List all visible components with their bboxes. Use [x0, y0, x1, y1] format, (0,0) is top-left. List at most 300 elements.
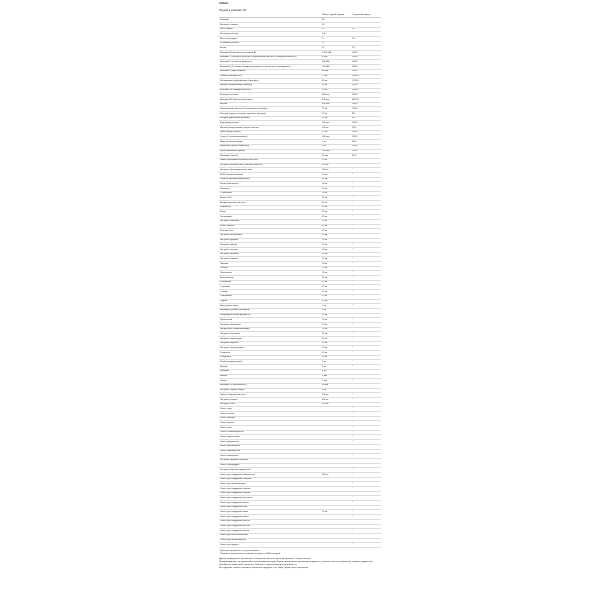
amount-per-serving: 5 мг	[321, 369, 351, 374]
ingredient-name: Экстракт морских водорослей	[219, 468, 321, 473]
daily-value-percent: *	[351, 341, 381, 346]
ingredient-name: Экстракт асаи	[219, 402, 321, 407]
ingredient-name: Хлорелла	[219, 351, 321, 356]
amount-per-serving: 800 мкг	[321, 93, 351, 98]
amount-per-serving: 20 мг	[321, 266, 351, 271]
amount-per-serving: 10 мг	[321, 341, 351, 346]
nutrition-table	[219, 14, 381, 548]
ingredient-name: Экстракт чеснока	[219, 247, 321, 252]
daily-value-percent: *	[351, 308, 381, 313]
daily-value-percent: *	[351, 351, 381, 356]
daily-value-percent: 100%	[351, 102, 381, 107]
amount-per-serving: 1г	[321, 37, 351, 42]
ingredient-name: Инозитол	[219, 187, 321, 192]
ingredient-name: Пробиотики	[219, 318, 321, 323]
amount-per-serving: 75 мг	[321, 112, 351, 117]
amount-per-serving: 15 мг	[321, 280, 351, 285]
ingredient-name: Смесь для поддержки костей	[219, 524, 321, 529]
daily-value-percent: 2%	[351, 27, 381, 32]
amount-per-serving: 100 МЕ	[321, 65, 351, 70]
daily-value-percent: *	[351, 163, 381, 168]
ingredient-name: L-лизин	[219, 290, 321, 295]
daily-value-percent: *	[351, 276, 381, 281]
amount-per-serving: 80	[321, 18, 351, 23]
daily-value-percent: *	[351, 299, 381, 304]
ingredient-name: Калорий	[219, 18, 321, 23]
amount-per-serving: 10 мг	[321, 355, 351, 360]
amount-per-serving: 25 мг	[321, 215, 351, 220]
daily-value-percent: *	[351, 458, 381, 463]
daily-value-percent: *	[351, 205, 381, 210]
daily-value-percent: *	[351, 247, 381, 252]
ingredient-name: Калий (хлорид калия)	[219, 360, 321, 365]
ingredient-name: Кальций (цитрат кальция, карбонат кальция)	[219, 112, 321, 117]
ingredient-name: Всего углеводов	[219, 37, 321, 42]
ingredient-name: Лютеин	[219, 266, 321, 271]
daily-value-percent: 750%	[351, 107, 381, 112]
ingredient-name: Фосфор (дикальций фосфат)	[219, 116, 321, 121]
footnote: * Дневная потребность не установлена.	[219, 549, 260, 552]
daily-value-percent: *	[351, 346, 381, 351]
daily-value-percent: *	[351, 472, 381, 477]
ingredient-name: Смесь пробиотиков	[219, 444, 321, 449]
daily-value-percent: *	[351, 397, 381, 402]
daily-value-percent: *	[351, 505, 381, 510]
ingredient-name: Насыщенный жир	[219, 32, 321, 37]
daily-value-percent: *	[351, 383, 381, 388]
amount-per-serving: 150 мкг	[321, 149, 351, 154]
footer-text	[219, 558, 381, 570]
amount-per-serving: 5 мг	[321, 365, 351, 370]
daily-value-percent: *	[351, 313, 381, 318]
ingredient-name: Коэнзим Q10	[219, 229, 321, 234]
daily-value-percent: 7%	[351, 46, 381, 51]
daily-value-percent: 5000%	[351, 74, 381, 79]
amount-per-serving: 500 мг	[321, 472, 351, 477]
ingredient-name: Экстракт элеутерококка	[219, 346, 321, 351]
ingredient-name: Экстракт имбиря	[219, 243, 321, 248]
amount-per-serving: 30 мг	[321, 79, 351, 84]
daily-value-percent: *	[351, 515, 381, 520]
amount-per-serving: 20 мг	[321, 262, 351, 267]
ingredient-name: Зеаксантин	[219, 271, 321, 276]
daily-value-percent: 8%	[351, 112, 381, 117]
amount-per-serving: 100 мкг	[321, 135, 351, 140]
amount-per-serving: 30 мг	[321, 88, 351, 93]
ingredient-name: Таурин	[219, 299, 321, 304]
daily-value-percent: *	[351, 187, 381, 192]
amount-per-serving: 15 мг	[321, 299, 351, 304]
ingredient-name: Селен (L-селенометионин)	[219, 135, 321, 140]
amount-per-serving: 400 мкг	[321, 97, 351, 102]
amount-per-serving: 5 мг	[321, 360, 351, 365]
amount-per-serving: 500 мг	[321, 402, 351, 407]
daily-value-percent: *	[351, 252, 381, 257]
daily-value-percent: 200%	[351, 93, 381, 98]
ingredient-name: Экстракт брокколи	[219, 252, 321, 257]
amount-per-serving: 100 мг	[321, 393, 351, 398]
daily-value-percent: *	[351, 435, 381, 440]
amount-per-serving: 100 мг	[321, 168, 351, 173]
ingredient-name: Смесь трав	[219, 426, 321, 431]
ingredient-name: Бета-каротин	[219, 276, 321, 281]
daily-value-percent: 100%	[351, 130, 381, 135]
amount-per-serving: 15 мг	[321, 285, 351, 290]
column-header-daily-value: % дневной нормы	[351, 14, 381, 18]
ingredient-name: Бетаин HCl	[219, 196, 321, 201]
ingredient-name: Олово	[219, 379, 321, 384]
amount-per-serving: 10 мг	[321, 327, 351, 332]
ingredient-name: Белки	[219, 46, 321, 51]
ingredient-name: Марганец (цитрат марганца)	[219, 144, 321, 149]
ingredient-name: Биотин	[219, 102, 321, 107]
daily-value-percent: *	[351, 491, 381, 496]
daily-value-percent: *	[351, 229, 381, 234]
ingredient-name: Экстракт расторопши	[219, 233, 321, 238]
amount-per-serving: 17	[321, 46, 351, 51]
table-body	[219, 18, 381, 548]
daily-value-percent: *	[351, 496, 381, 501]
daily-value-percent: *	[351, 318, 381, 323]
amount-per-serving: 25 мг	[321, 229, 351, 234]
amount-per-serving: 25 мг	[321, 205, 351, 210]
ingredient-name: L-глютамин	[219, 191, 321, 196]
ingredient-name: Смесь для поддержки суставов	[219, 496, 321, 501]
ingredient-name: Никель	[219, 374, 321, 379]
column-header-amount: Пища в одной порции	[321, 14, 351, 18]
ingredient-name: Витамин D (холекальциферол)	[219, 60, 321, 65]
ingredient-name: Гинкго билоба	[219, 224, 321, 229]
ingredient-name: Экстракт зеленого чая (Camellia Sinensis)	[219, 163, 321, 168]
amount-per-serving: 10 мг	[321, 351, 351, 356]
ingredient-name: Ванадий (сульфат ванадила)	[219, 308, 321, 313]
servings-per-container: Порций в упаковке: 30	[219, 8, 247, 12]
table-row	[219, 543, 381, 548]
amount-per-serving: 25 мг	[321, 210, 351, 215]
amount-per-serving: 25 мг	[321, 196, 351, 201]
ingredient-name: Медь (глюконат меди)	[219, 140, 321, 145]
daily-value-percent: 100%	[351, 51, 381, 56]
daily-value-percent: 100%	[351, 60, 381, 65]
ingredient-name: Смесь суперфудов	[219, 463, 321, 468]
daily-value-percent: *	[351, 355, 381, 360]
amount-per-serving: 1г	[321, 41, 351, 46]
amount-per-serving: 4 мг	[321, 144, 351, 149]
daily-value-percent: *	[351, 369, 381, 374]
ingredient-name: L-аргинин	[219, 285, 321, 290]
daily-value-percent: *	[351, 210, 381, 215]
daily-value-percent: *	[351, 201, 381, 206]
daily-value-percent: *	[351, 280, 381, 285]
ingredient-name: Смесь для поддержки сердца	[219, 491, 321, 496]
daily-value-percent: *	[351, 468, 381, 473]
amount-per-serving: 25 мг	[321, 201, 351, 206]
supplement-facts-document	[219, 0, 381, 570]
ingredient-name: Экстракт эхинацеи	[219, 219, 321, 224]
ingredient-name: Витамин K (фитонадион)	[219, 69, 321, 74]
footer-paragraph: Другие ингредиенты: целлюлоза, стеариновая кислота, диоксид кремния, стеарат магния.	[219, 558, 311, 561]
ingredient-name: Смесь зелени	[219, 412, 321, 417]
amount-per-serving: 50 мг	[321, 83, 351, 88]
amount-per-serving: 10 мг	[321, 346, 351, 351]
amount-per-serving: 10 мг	[321, 313, 351, 318]
ingredient-name: Смесь для детоксикации	[219, 482, 321, 487]
ingredient-name: Экстракт виноградных косточек	[219, 168, 321, 173]
daily-value-percent: *	[351, 224, 381, 229]
daily-value-percent: *	[351, 332, 381, 337]
daily-value-percent: *	[351, 177, 381, 182]
ingredient-name: Экстракт шиповника	[219, 322, 321, 327]
ingredient-name: Рутин	[219, 210, 321, 215]
ingredient-name: Лецитин (фосфатидилхолин)	[219, 177, 321, 182]
daily-value-percent: *	[351, 463, 381, 468]
amount-per-serving: 20 мг	[321, 271, 351, 276]
daily-value-percent: *	[351, 374, 381, 379]
daily-value-percent: *	[351, 416, 381, 421]
ingredient-name: Фолиевая кислота	[219, 93, 321, 98]
amount-per-serving: 20 мг	[321, 257, 351, 262]
amount-per-serving	[321, 543, 351, 548]
ingredient-name: Витамин A (пальмитат витамина А)	[219, 51, 321, 56]
ingredient-name: Тиамин (витамин B1)	[219, 74, 321, 79]
amount-per-serving: 150 мкг	[321, 121, 351, 126]
ingredient-name: Смесь для поддержки мышц	[219, 529, 321, 534]
ingredient-name: Смесь ферментов	[219, 440, 321, 445]
daily-value-percent: *	[351, 182, 381, 187]
ingredient-name: Смесь для фокуса	[219, 543, 321, 548]
daily-value-percent: *	[351, 393, 381, 398]
amount-per-serving: 0.5 г	[321, 32, 351, 37]
daily-value-percent: *	[351, 196, 381, 201]
daily-value-percent: *	[351, 337, 381, 342]
document-title: Athletic	[219, 2, 229, 5]
ingredient-name: Смесь адаптогенов	[219, 435, 321, 440]
daily-value-percent: *	[351, 172, 381, 177]
amount-per-serving: 80 мкг	[321, 69, 351, 74]
daily-value-percent: *	[351, 426, 381, 431]
daily-value-percent: *	[351, 271, 381, 276]
daily-value-percent: *	[351, 379, 381, 384]
amount-per-serving: 90 мг	[321, 55, 351, 60]
footnote: ** Дневные потребности основаны на диете в 2000 калорий.	[219, 553, 281, 556]
amount-per-serving: 400 МЕ	[321, 60, 351, 65]
ingredient-name: Альфа-липоевая кислота	[219, 201, 321, 206]
amount-per-serving: 10 мг	[321, 158, 351, 163]
amount-per-serving: 100 мг	[321, 126, 351, 131]
ingredient-name: Магний (оксид магния, цитрат магния)	[219, 126, 321, 131]
ingredient-name: Смесь для поддержки кожи	[219, 510, 321, 515]
daily-value-percent: 143%	[351, 135, 381, 140]
daily-value-percent: *	[351, 501, 381, 506]
ingredient-name: Экстракт граната	[219, 397, 321, 402]
amount-per-serving: 10 мг	[321, 318, 351, 323]
daily-value-percent: 50%	[351, 140, 381, 145]
ingredient-name: Натрий	[219, 365, 321, 370]
amount-per-serving: 10 мг	[321, 337, 351, 342]
daily-value-percent: *	[351, 266, 381, 271]
daily-value-percent: 1765%	[351, 79, 381, 84]
daily-value-percent: *	[351, 290, 381, 295]
ingredient-name: Йод (йодид калия)	[219, 121, 321, 126]
daily-value-percent: 200%	[351, 144, 381, 149]
daily-value-percent: 150%	[351, 55, 381, 60]
ingredient-name: Кремний	[219, 369, 321, 374]
ingredient-name: Экстракт черного перца	[219, 388, 321, 393]
ingredient-name: Витамин B12 (метилкобаламин)	[219, 97, 321, 102]
ingredient-name: Витамин B6 (пиридоксина HCl)	[219, 88, 321, 93]
ingredient-name: Экстракт родиолы	[219, 341, 321, 346]
ingredient-name: Спирулина	[219, 355, 321, 360]
ingredient-name: Смесь для выносливости	[219, 538, 321, 543]
amount-per-serving: 50 мг	[321, 191, 351, 196]
daily-value-percent: 6667%	[351, 97, 381, 102]
amount-per-serving: 25 мг	[321, 224, 351, 229]
daily-value-percent: *	[351, 327, 381, 332]
daily-value-percent: *	[351, 158, 381, 163]
daily-value-percent: *	[351, 238, 381, 243]
daily-value-percent: 1500%	[351, 88, 381, 93]
daily-value-percent: *	[351, 360, 381, 365]
footnotes	[219, 550, 381, 556]
ingredient-name: Смесь ягод	[219, 407, 321, 412]
daily-value-percent: *	[351, 543, 381, 548]
daily-value-percent: *	[351, 219, 381, 224]
amount-per-serving: 5 мг	[321, 388, 351, 393]
footer-paragraph: Не содержит: глютен, пшеница, молочные продукты, соя, яйца, орехи, рыба, моллюски.	[219, 567, 309, 570]
ingredient-name: L-метионин	[219, 294, 321, 299]
ingredient-name: Экстракт пищевых волокон	[219, 458, 321, 463]
ingredient-name: Смесь грибов	[219, 421, 321, 426]
ingredient-name: Смесь для поддержки иммунитета	[219, 472, 321, 477]
ingredient-name: Гесперидин	[219, 215, 321, 220]
daily-value-percent: *	[351, 538, 381, 543]
amount-per-serving: 20 мг	[321, 243, 351, 248]
daily-value-percent: *	[351, 529, 381, 534]
amount-per-serving: 25 мг	[321, 116, 351, 121]
amount-per-serving: 20 мг	[321, 233, 351, 238]
daily-value-percent: *	[351, 449, 381, 454]
ingredient-name: Экстракт черники	[219, 257, 321, 262]
ingredient-name: Омега-3 жирные кислоты	[219, 393, 321, 398]
ingredient-name: Цинк (цитрат цинка)	[219, 130, 321, 135]
daily-value-percent: *	[351, 285, 381, 290]
daily-value-percent: 100%	[351, 69, 381, 74]
amount-per-serving: 75 мг	[321, 74, 351, 79]
ingredient-name: Ликопин	[219, 262, 321, 267]
daily-value-percent: 3%	[351, 116, 381, 121]
amount-per-serving: 1 мг	[321, 308, 351, 313]
amount-per-serving: 50 мг	[321, 177, 351, 182]
amount-per-serving: 10 мг	[321, 322, 351, 327]
daily-value-percent: *	[351, 322, 381, 327]
amount-per-serving: 50 мг	[321, 187, 351, 192]
daily-value-percent: *	[351, 519, 381, 524]
ingredient-name: Кверцетин	[219, 205, 321, 210]
daily-value-percent: *	[351, 421, 381, 426]
ingredient-name: Смесь для поддержки мозга	[219, 501, 321, 506]
ingredient-name: Молибден (хелат)	[219, 154, 321, 159]
ingredient-name: Хром (пиколинат хрома)	[219, 149, 321, 154]
amount-per-serving: 25 мг	[321, 219, 351, 224]
ingredient-name: Смесь овощей	[219, 416, 321, 421]
amount-per-serving: 75 мг	[321, 107, 351, 112]
daily-value-percent: 25%	[351, 126, 381, 131]
ingredient-name: Смесь для восстановления	[219, 533, 321, 538]
amount-per-serving: 5 мкг	[321, 379, 351, 384]
ingredient-name: Калорий с жиром	[219, 22, 321, 27]
amount-per-serving: 1 мг	[321, 140, 351, 145]
amount-per-serving: 10	[321, 22, 351, 27]
daily-value-percent: *	[351, 168, 381, 173]
ingredient-name: Сахарной кислоты	[219, 41, 321, 46]
amount-per-serving: 20 мг	[321, 247, 351, 252]
daily-value-percent: *	[351, 257, 381, 262]
ingredient-name: Всего жиров	[219, 27, 321, 32]
ingredient-name: Смесь для поддержки глаз	[219, 505, 321, 510]
daily-value-percent: 1%	[351, 37, 381, 42]
amount-per-serving: 15 мг	[321, 130, 351, 135]
daily-value-percent: *	[351, 402, 381, 407]
ingredient-name: Бор (цитрат бора)	[219, 304, 321, 309]
daily-value-percent: *	[351, 262, 381, 267]
ingredient-name: Холин (битартрат)	[219, 182, 321, 187]
ingredient-name: Экстракт женьшеня	[219, 332, 321, 337]
ingredient-name: Цитрусовые биофлавоноиды	[219, 327, 321, 332]
ingredient-name: Ниацин (ниацинамид и ниацин)	[219, 83, 321, 88]
daily-value-percent: *	[351, 533, 381, 538]
footer-paragraph: Предупреждение: не превышайте рекомендуемую дозу. Перед применением проконсультируйтесь с врачом, если вы беременны, кормите грудью или принимаете какие-либо лекарства. Хранить в недоступном для детей месте.	[219, 561, 373, 566]
amount-per-serving: 15 мг	[321, 294, 351, 299]
ingredient-name: Смесь минералов	[219, 454, 321, 459]
amount-per-serving: 3 000 МЕ	[321, 51, 351, 56]
daily-value-percent: *	[351, 191, 381, 196]
ingredient-name: Экстракт куркумы	[219, 238, 321, 243]
amount-per-serving: 1 мг	[321, 304, 351, 309]
amount-per-serving: 5 мкг	[321, 374, 351, 379]
ingredient-name: Экстракт ашвагандхи	[219, 337, 321, 342]
daily-value-percent: *	[351, 477, 381, 482]
daily-value-percent: *	[351, 233, 381, 238]
daily-value-percent: *	[351, 487, 381, 492]
ingredient-name: Смесь аминокислот	[219, 449, 321, 454]
ingredient-name: PABA (парааминобензойная кислота)	[219, 158, 321, 163]
ingredient-name: Смесь для поддержки ногтей	[219, 519, 321, 524]
daily-value-percent: 250%	[351, 83, 381, 88]
amount-per-serving: 400 мг	[321, 397, 351, 402]
amount-per-serving: 50 мкг	[321, 383, 351, 388]
ingredient-name: Смесь для поддержки энергии	[219, 477, 321, 482]
daily-value-percent: *	[351, 482, 381, 487]
daily-value-percent: *	[351, 304, 381, 309]
ingredient-name: Рибофлавин (рибофлавин-5-фосфат)	[219, 79, 321, 84]
daily-value-percent: *	[351, 407, 381, 412]
amount-per-serving: 20 мг	[321, 252, 351, 257]
ingredient-name: Витамин C (аскорбат кальция, аскорбиновая кислота, аскорбилпальмитат)	[219, 55, 321, 60]
daily-value-percent: *	[351, 294, 381, 299]
ingredient-name: Витамин E (D-альфа-токоферилсукцинат и смешанные токоферолы)	[219, 65, 321, 70]
ingredient-name: NCN (ниацин клиника)	[219, 172, 321, 177]
amount-per-serving: 50 мг	[321, 172, 351, 177]
ingredient-name: Пантотеновая кислота (D-пантотенат кальция)	[219, 107, 321, 112]
amount-per-serving: 20 мг	[321, 238, 351, 243]
amount-per-serving: 300 мкг	[321, 102, 351, 107]
daily-value-percent: *	[351, 510, 381, 515]
daily-value-percent: *	[351, 215, 381, 220]
daily-value-percent: *	[351, 365, 381, 370]
daily-value-percent: 333%	[351, 65, 381, 70]
daily-value-percent: *	[351, 440, 381, 445]
ingredient-name: Пищеварительные ферменты	[219, 313, 321, 318]
